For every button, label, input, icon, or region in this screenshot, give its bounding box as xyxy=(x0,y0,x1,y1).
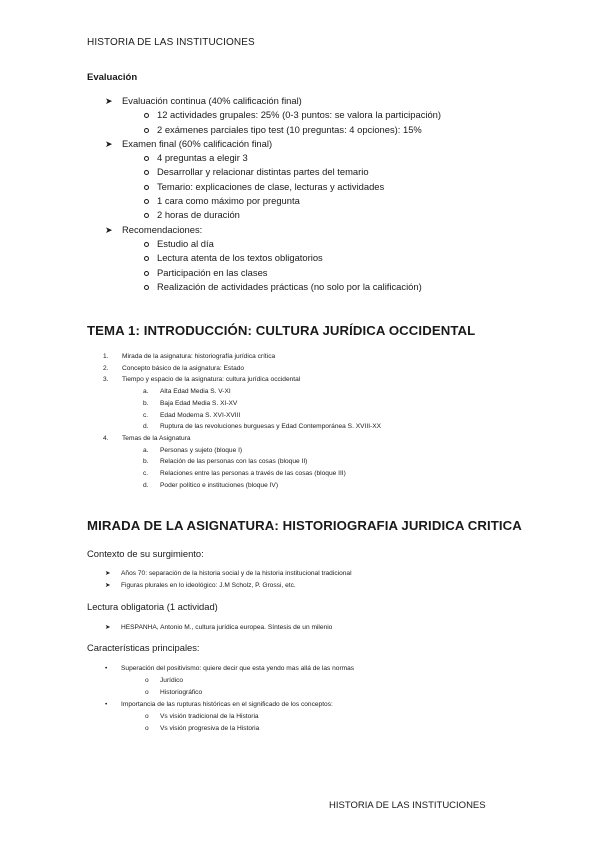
arrow-bullet-icon: ➤ xyxy=(105,624,111,631)
tema1-subitem-label: Edad Moderna S. XVI-XVIII xyxy=(160,411,241,419)
item-letter: b. xyxy=(143,399,149,407)
caracteristicas-item xyxy=(105,699,575,735)
evaluacion-subitem-label: 2 exámenes parciales tipo test (10 preguntas: 4 opciones): 15% xyxy=(157,123,422,135)
arrow-bullet-icon: ➤ xyxy=(105,570,111,577)
item-letter: d. xyxy=(143,481,149,489)
caracteristicas-subitem xyxy=(145,711,575,723)
evaluacion-subitem xyxy=(157,108,575,122)
contexto-item xyxy=(105,568,575,580)
tema1-item xyxy=(103,363,503,375)
evaluacion-subitem-label: Lectura atenta de los textos obligatorios xyxy=(157,252,323,264)
tema1-subitem-label: Poder político e instituciones (bloque IV) xyxy=(160,481,279,489)
evaluacion-subitem-label: Realización de actividades prácticas (no solo por la calificación) xyxy=(157,280,422,292)
tema1-subitem-label: Ruptura de las revoluciones burguesas y Edad Contemporánea S. XVIII-XX xyxy=(160,423,382,431)
tema1-item-label: Mirada de la asignatura: historiografía jurídica crítica xyxy=(122,353,276,360)
circle-bullet-icon: o xyxy=(145,712,149,720)
tema1-subitem xyxy=(143,480,503,492)
evaluacion-subitem xyxy=(157,151,575,165)
caracteristicas-item-label: Superación del positivismo: quiere decir que esta yendo mas allá de las normas xyxy=(121,665,355,672)
evaluacion-item xyxy=(105,223,575,294)
evaluacion-list xyxy=(105,94,575,294)
arrow-bullet-icon: ➤ xyxy=(105,581,111,589)
tema1-subitem xyxy=(143,445,503,457)
evaluacion-subitem xyxy=(157,123,575,137)
item-number: 1. xyxy=(103,353,109,360)
item-number: 4. xyxy=(103,434,109,442)
item-letter: d. xyxy=(143,423,149,431)
circle-bullet-icon xyxy=(144,128,149,133)
evaluacion-subitem xyxy=(157,280,575,294)
evaluacion-item xyxy=(105,137,575,223)
caracteristicas-item-label: Importancia de las rupturas históricas en el significado de los conceptos: xyxy=(121,700,333,708)
tema1-list xyxy=(103,351,503,491)
evaluacion-item-label: Recomendaciones: xyxy=(122,223,203,235)
evaluacion-subitem-label: Estudio al día xyxy=(157,237,214,249)
item-letter: c. xyxy=(143,411,149,419)
tema1-subitem xyxy=(143,386,503,398)
tema1-subitem xyxy=(143,410,503,422)
circle-bullet-icon xyxy=(144,213,149,218)
circle-bullet-icon xyxy=(144,156,149,161)
contexto-list xyxy=(105,568,575,592)
tema1-subitem-label: Alta Edad Media S. V-XI xyxy=(160,388,231,396)
evaluacion-item-label: Examen final (60% calificación final) xyxy=(122,137,273,149)
arrow-bullet-icon: ➤ xyxy=(105,224,113,235)
caracteristicas-list xyxy=(105,663,575,734)
caracteristicas-subitem xyxy=(145,723,575,735)
page-footer: HISTORIA DE LAS INSTITUCIONES xyxy=(329,800,486,811)
caracteristicas-subitem-label: Vs visión tradicional de la Historia xyxy=(160,712,259,720)
contexto-item xyxy=(105,580,575,592)
evaluacion-subitem-label: 12 actividades grupales: 25% (0-3 puntos: se valora la participación) xyxy=(157,109,442,121)
lectura-item xyxy=(105,622,575,634)
evaluacion-subitem-label: Participación en las clases xyxy=(157,266,268,278)
evaluacion-subitem-label: 2 horas de duración xyxy=(157,209,240,221)
circle-bullet-icon: o xyxy=(145,688,149,696)
caracteristicas-subitem-label: Jurídico xyxy=(160,676,184,684)
item-number: 3. xyxy=(103,376,109,384)
evaluacion-subitem xyxy=(157,266,575,280)
arrow-bullet-icon: ➤ xyxy=(105,96,113,106)
caracteristicas-item xyxy=(105,663,575,699)
tema1-subitem xyxy=(143,421,503,433)
contexto-item-label: Figuras plurales en lo ideológico: J.M Scholz, P. Grossi, etc. xyxy=(121,581,296,589)
circle-bullet-icon xyxy=(144,256,149,261)
evaluacion-subitem xyxy=(157,237,575,251)
circle-bullet-icon xyxy=(144,185,149,190)
item-number: 2. xyxy=(103,364,109,372)
circle-bullet-icon xyxy=(144,285,149,290)
tema1-subitem-label: Personas y sujeto (bloque I) xyxy=(160,446,243,454)
tema1-item-label: Temas de la Asignatura xyxy=(122,434,191,442)
circle-bullet-icon xyxy=(144,271,149,276)
tema1-heading: TEMA 1: INTRODUCCIÓN: CULTURA JURÍDICA OCCIDENTAL xyxy=(87,323,476,338)
caracteristicas-subitem-label: Vs visión progresiva de la Historia xyxy=(160,724,260,732)
evaluacion-item-label: Evaluación continua (40% calificación final) xyxy=(122,95,302,106)
lectura-title: Lectura obligatoria (1 actividad) xyxy=(87,601,218,612)
circle-bullet-icon: o xyxy=(145,724,149,732)
evaluacion-subitem xyxy=(157,165,575,179)
circle-bullet-icon xyxy=(144,170,149,175)
evaluacion-item xyxy=(105,94,575,137)
contexto-item-label: Años 70: separación de la historia social y de la historia institucional tradicional xyxy=(121,570,352,577)
contexto-title: Contexto de su surgimiento: xyxy=(87,548,204,559)
tema1-subitem xyxy=(143,456,503,468)
tema1-subitem xyxy=(143,468,503,480)
evaluacion-subitem-label: Temario: explicaciones de clase, lecturas y actividades xyxy=(157,180,385,192)
bullet-dot-icon: • xyxy=(105,700,108,708)
evaluacion-subitem xyxy=(157,208,575,222)
lectura-list xyxy=(105,622,575,634)
tema1-item xyxy=(103,351,503,363)
circle-bullet-icon xyxy=(144,199,149,204)
tema1-subitem-label: Relaciones entre las personas a través de las cosas (bloque III) xyxy=(160,470,346,478)
evaluacion-subitem-label: Desarrollar y relacionar distintas partes del temario xyxy=(157,166,369,178)
evaluacion-title: Evaluación xyxy=(87,72,138,83)
evaluacion-subitem xyxy=(157,180,575,194)
item-letter: b. xyxy=(143,458,149,466)
mirada-heading: MIRADA DE LA ASIGNATURA: HISTORIOGRAFIA JURIDICA CRITICA xyxy=(87,518,522,533)
bullet-dot-icon: • xyxy=(105,665,108,672)
tema1-item-label: Concepto básico de la asignatura: Estado xyxy=(122,364,245,372)
tema1-item xyxy=(103,433,503,492)
circle-bullet-icon xyxy=(144,242,149,247)
caracteristicas-subitem xyxy=(145,675,575,687)
circle-bullet-icon: o xyxy=(145,676,149,684)
caracteristicas-title: Características principales: xyxy=(87,642,200,653)
tema1-subitem-label: Baja Edad Media S. XI-XV xyxy=(160,399,238,407)
lectura-item-label: HESPANHA, Antonio M., cultura jurídica europea. Síntesis de un milenio xyxy=(121,624,333,631)
page-header: HISTORIA DE LAS INSTITUCIONES xyxy=(87,37,255,48)
tema1-subitem xyxy=(143,398,503,410)
item-letter: a. xyxy=(143,388,149,396)
tema1-item xyxy=(103,374,503,433)
evaluacion-subitem-label: 4 preguntas a elegir 3 xyxy=(157,152,248,164)
tema1-subitem-label: Relación de las personas con las cosas (bloque II) xyxy=(160,458,308,466)
evaluacion-subitem-label: 1 cara como máximo por pregunta xyxy=(157,195,300,207)
tema1-item-label: Tiempo y espacio de la asignatura: cultura jurídica occidental xyxy=(122,376,301,384)
item-letter: a. xyxy=(143,446,149,454)
circle-bullet-icon xyxy=(144,113,149,118)
evaluacion-subitem xyxy=(157,194,575,208)
arrow-bullet-icon: ➤ xyxy=(105,138,113,149)
caracteristicas-subitem xyxy=(145,687,575,699)
caracteristicas-subitem-label: Historiográfico xyxy=(160,688,203,696)
item-letter: c. xyxy=(143,470,149,478)
evaluacion-subitem xyxy=(157,251,575,265)
